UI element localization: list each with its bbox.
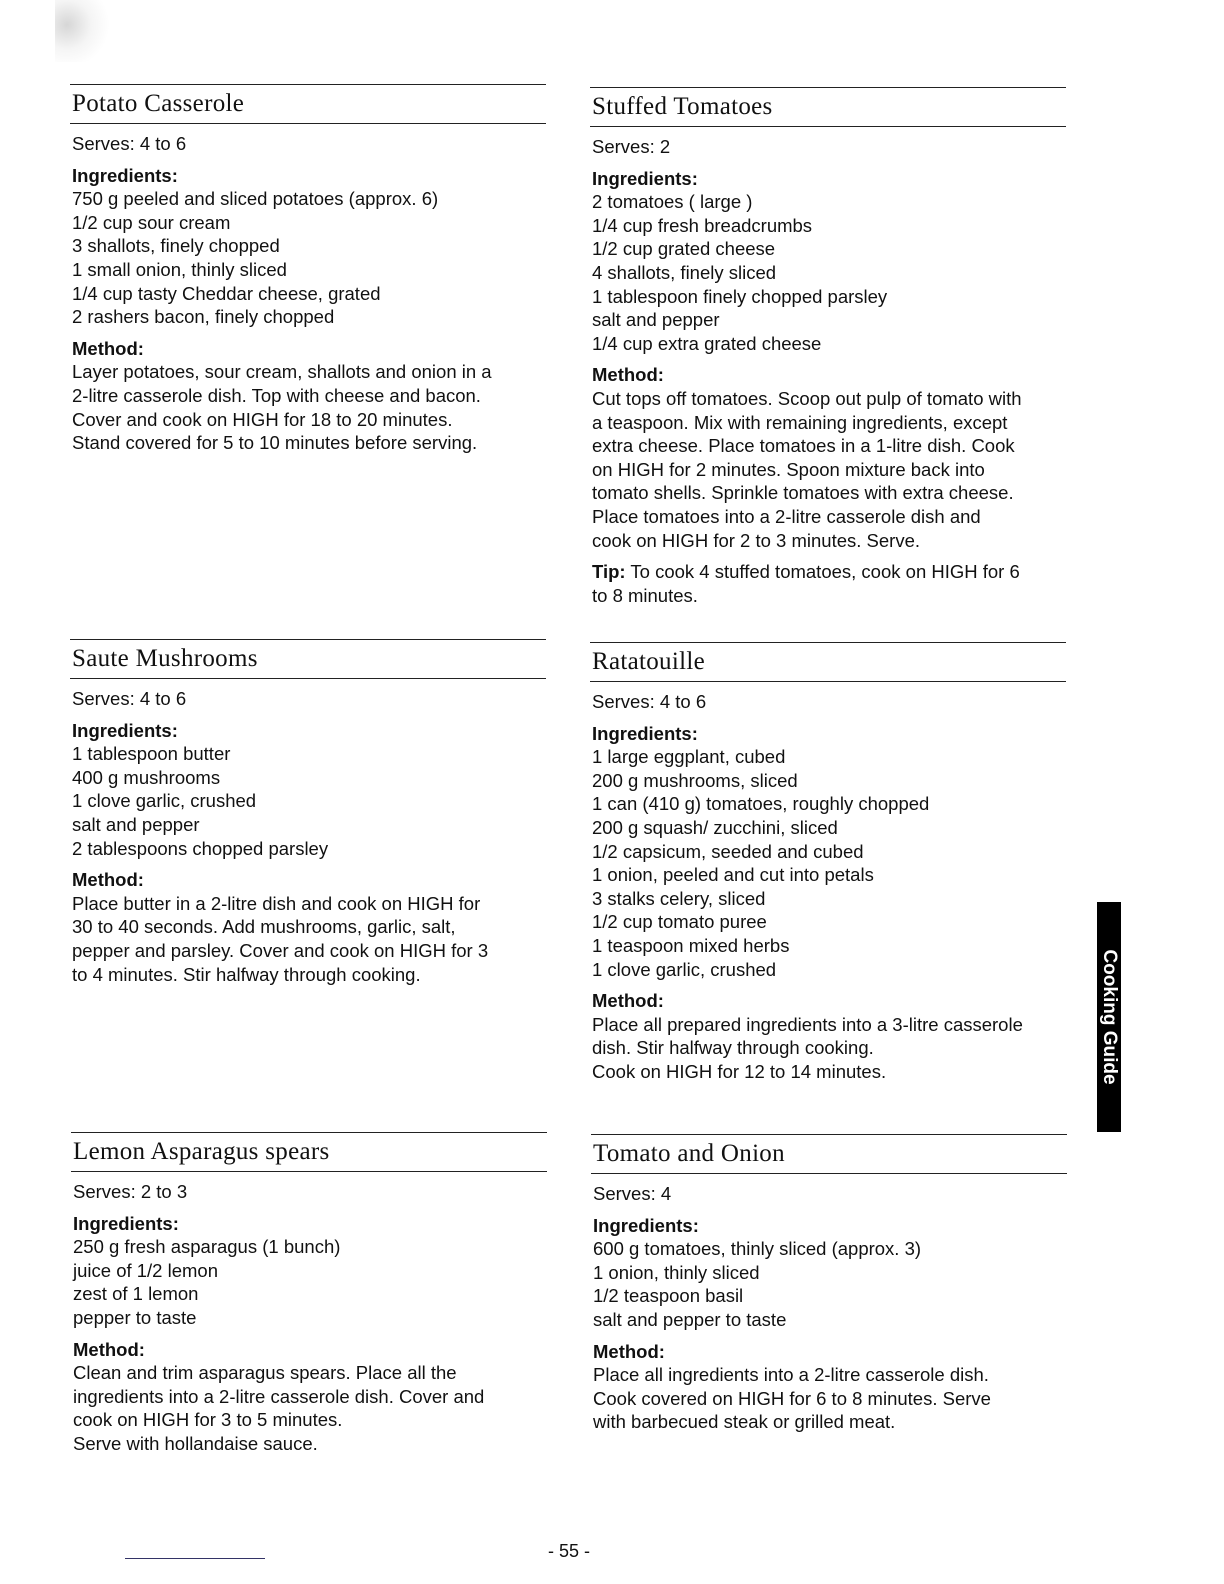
recipe-title: Lemon Asparagus spears [73, 1138, 330, 1165]
ingredient-item: 1 tablespoon finely chopped parsley [592, 285, 888, 307]
ingredient-item: 250 g fresh asparagus (1 bunch) [73, 1236, 341, 1258]
ingredient-item: salt and pepper to taste [593, 1308, 787, 1330]
method-line: tomato shells. Sprinkle tomatoes with extra cheese. [592, 482, 1014, 504]
recipe-title: Saute Mushrooms [72, 645, 258, 672]
method-line: Place tomatoes into a 2-litre casserole dish and [592, 505, 981, 527]
ingredient-item: 200 g squash/ zucchini, sliced [592, 816, 838, 838]
recipe-body [590, 690, 1066, 1084]
ingredient-item: 1/4 cup extra grated cheese [592, 332, 822, 354]
serves-text: Serves: 4 to 6 [72, 133, 187, 154]
recipe-body [590, 135, 1066, 607]
ingredient-item: pepper to taste [73, 1306, 197, 1328]
method-heading: Method: [72, 869, 144, 891]
method-line: Clean and trim asparagus spears. Place all the [73, 1362, 457, 1384]
ingredient-item: 1/2 cup tomato puree [592, 911, 767, 933]
recipe-body [71, 1180, 547, 1456]
method-line: dish. Stir halfway through cooking. [592, 1037, 874, 1059]
method-line: Layer potatoes, sour cream, shallots and onion in a [72, 361, 492, 383]
tip-label: Tip: [592, 561, 626, 583]
ingredient-item: 1/4 cup tasty Cheddar cheese, grated [72, 282, 381, 304]
ingredients-heading: Ingredients: [72, 164, 178, 186]
serves-text: Serves: 2 [592, 136, 671, 157]
method-line: 30 to 40 seconds. Add mushrooms, garlic, salt, [72, 916, 456, 938]
method-heading: Method: [72, 337, 144, 359]
ingredient-item: 1 large eggplant, cubed [592, 746, 786, 768]
recipe-saute-mushrooms [70, 639, 546, 986]
scan-smudge [55, 0, 115, 62]
ingredient-item: 1/2 capsicum, seeded and cubed [592, 840, 864, 862]
page-number: - 55 - [548, 1541, 591, 1561]
title-bottom-rule [590, 126, 1066, 127]
method-line: 2-litre casserole dish. Top with cheese and bacon. [72, 384, 481, 406]
ingredient-item: 200 g mushrooms, sliced [592, 769, 798, 791]
tip-text: To cook 4 stuffed tomatoes, cook on HIGH for 6 [630, 561, 1020, 583]
method-line: on HIGH for 2 minutes. Spoon mixture back into [592, 458, 985, 480]
method-line: to 4 minutes. Stir halfway through cooking. [72, 963, 421, 985]
ingredients-heading: Ingredients: [592, 167, 698, 189]
recipe-body [70, 132, 546, 455]
ingredient-item: 1 tablespoon butter [72, 743, 231, 765]
method-heading: Method: [73, 1338, 145, 1360]
method-line: Place all ingredients into a 2-litre casserole dish. [593, 1364, 989, 1386]
serves-text: Serves: 4 [593, 1183, 672, 1204]
ingredients-heading: Ingredients: [593, 1214, 699, 1236]
ingredient-item: 1/2 teaspoon basil [593, 1285, 744, 1307]
method-line: Cut tops off tomatoes. Scoop out pulp of tomato with [592, 387, 1022, 409]
recipe-title: Potato Casserole [72, 90, 245, 117]
ingredient-item: 2 rashers bacon, finely chopped [72, 306, 335, 328]
recipe-body [591, 1182, 1067, 1434]
method-line: Cover and cook on HIGH for 18 to 20 minutes. [72, 408, 453, 430]
recipe-title: Stuffed Tomatoes [592, 93, 773, 120]
recipe-ratatouille [590, 642, 1066, 1084]
method-line: Place butter in a 2-litre dish and cook on HIGH for [72, 892, 481, 914]
ingredient-item: 1 clove garlic, crushed [592, 958, 777, 980]
ingredients-heading: Ingredients: [73, 1212, 179, 1234]
title-bottom-rule [591, 1173, 1067, 1174]
method-line: Cook on HIGH for 12 to 14 minutes. [592, 1060, 887, 1082]
section-tab-label: Cooking Guide [1099, 949, 1120, 1085]
title-bottom-rule [71, 1171, 547, 1172]
recipe-title: Ratatouille [592, 648, 705, 675]
ingredient-item: 3 stalks celery, sliced [592, 887, 766, 909]
ingredient-item: 1/2 cup sour cream [72, 211, 231, 233]
footer-rule [125, 1558, 265, 1559]
title-bottom-rule [70, 678, 546, 679]
method-heading: Method: [593, 1340, 665, 1362]
ingredient-item: 1 teaspoon mixed herbs [592, 934, 790, 956]
ingredient-item: 3 shallots, finely chopped [72, 235, 280, 257]
ingredient-item: salt and pepper [72, 813, 200, 835]
ingredient-item: 1 clove garlic, crushed [72, 790, 257, 812]
ingredient-item: 400 g mushrooms [72, 766, 221, 788]
ingredient-item: 1/2 cup grated cheese [592, 238, 776, 260]
section-tab-cooking-guide [1097, 902, 1121, 1132]
ingredients-heading: Ingredients: [592, 722, 698, 744]
recipe-title: Tomato and Onion [593, 1140, 785, 1167]
ingredient-item: salt and pepper [592, 309, 720, 331]
method-line: pepper and parsley. Cover and cook on HIGH for 3 [72, 939, 489, 961]
recipe-lemon-asparagus [71, 1132, 547, 1456]
recipe-tomato-onion [591, 1134, 1067, 1434]
ingredient-item: zest of 1 lemon [73, 1283, 199, 1305]
method-line: Place all prepared ingredients into a 3-litre casserole [592, 1013, 1023, 1035]
ingredient-item: juice of 1/2 lemon [73, 1259, 219, 1281]
title-bottom-rule [70, 123, 546, 124]
method-line: ingredients into a 2-litre casserole dish. Cover and [73, 1385, 485, 1407]
recipe-body [70, 687, 546, 986]
serves-text: Serves: 4 to 6 [592, 691, 707, 712]
ingredient-item: 750 g peeled and sliced potatoes (approx. 6) [72, 188, 439, 210]
ingredients-heading: Ingredients: [72, 719, 178, 741]
method-line: Stand covered for 5 to 10 minutes before serving. [72, 432, 478, 454]
ingredient-item: 1 small onion, thinly sliced [72, 258, 287, 280]
serves-text: Serves: 4 to 6 [72, 688, 187, 709]
method-line: cook on HIGH for 2 to 3 minutes. Serve. [592, 529, 921, 551]
ingredient-item: 1 onion, peeled and cut into petals [592, 864, 874, 886]
method-line: Cook covered on HIGH for 6 to 8 minutes. Serve [593, 1387, 991, 1409]
serves-text: Serves: 2 to 3 [73, 1181, 188, 1202]
method-line: a teaspoon. Mix with remaining ingredients, except [592, 411, 1008, 433]
title-bottom-rule [590, 681, 1066, 682]
tip-block [592, 560, 1066, 607]
ingredient-item: 600 g tomatoes, thinly sliced (approx. 3) [593, 1238, 922, 1260]
method-line: cook on HIGH for 3 to 5 minutes. [73, 1409, 343, 1431]
tip-line [592, 560, 1066, 584]
ingredient-item: 1/4 cup fresh breadcrumbs [592, 214, 813, 236]
ingredient-item: 2 tomatoes ( large ) [592, 191, 753, 213]
recipe-potato-casserole [70, 84, 546, 455]
ingredient-item: 4 shallots, finely sliced [592, 261, 777, 283]
ingredient-item: 1 can (410 g) tomatoes, roughly chopped [592, 793, 930, 815]
method-line: Serve with hollandaise sauce. [73, 1432, 318, 1454]
tip-text: to 8 minutes. [592, 584, 698, 606]
ingredient-item: 2 tablespoons chopped parsley [72, 837, 329, 859]
recipe-stuffed-tomatoes [590, 87, 1066, 607]
method-heading: Method: [592, 364, 664, 386]
method-heading: Method: [592, 990, 664, 1012]
ingredient-item: 1 onion, thinly sliced [593, 1261, 760, 1283]
tip-line [592, 584, 1066, 608]
method-line: extra cheese. Place tomatoes in a 1-litre dish. Cook [592, 435, 1015, 457]
method-line: with barbecued steak or grilled meat. [593, 1411, 896, 1433]
